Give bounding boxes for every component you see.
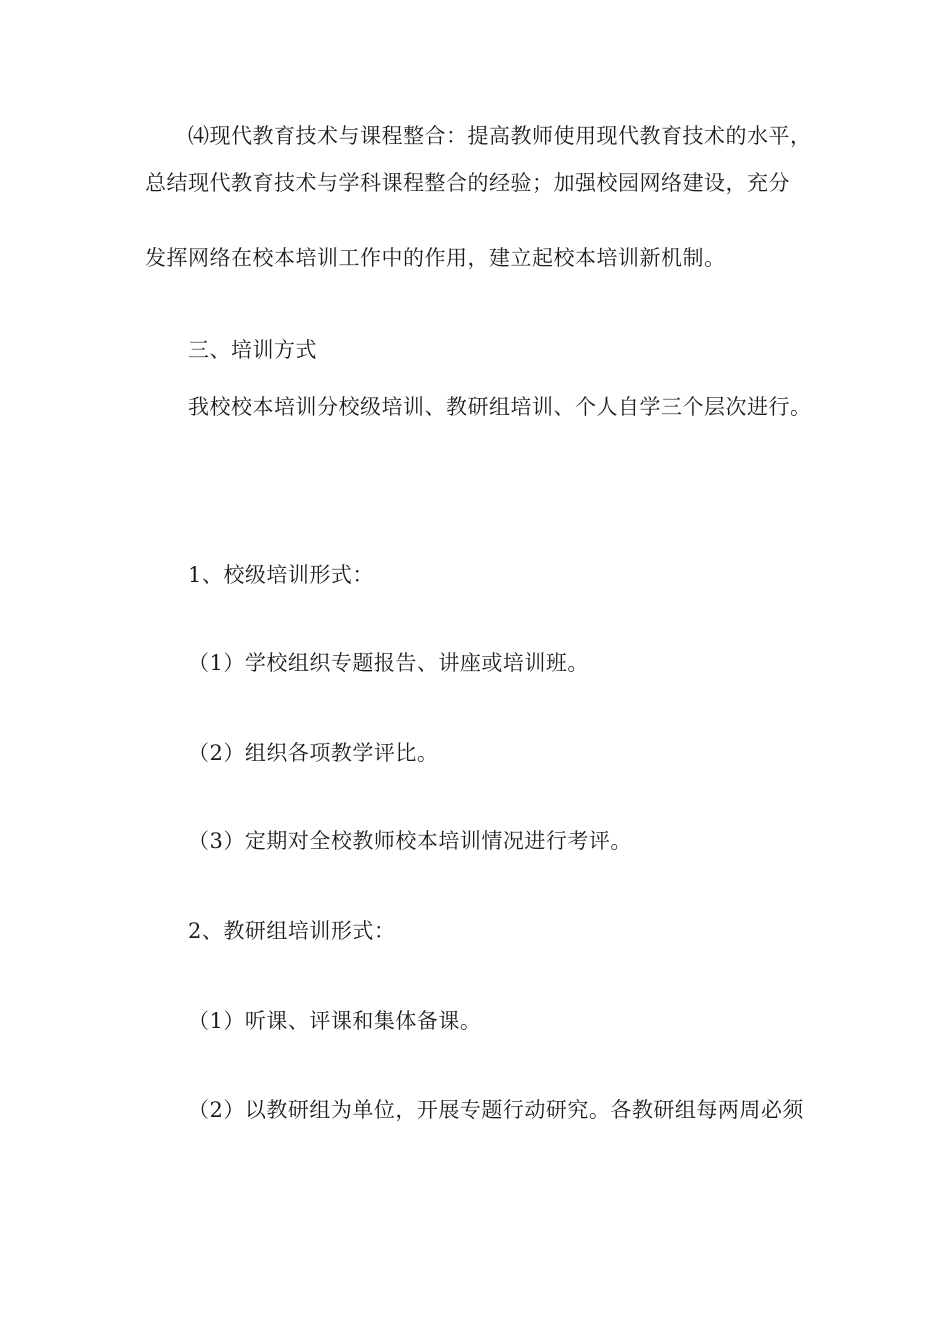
school-level-heading: 1、校级培训形式： bbox=[188, 563, 374, 587]
paragraph-4-line-2: 总结现代教育技术与学科课程整合的经验；加强校园网络建设，充分 bbox=[145, 171, 790, 195]
school-level-item-1: （1）学校组织专题报告、讲座或培训班。 bbox=[188, 651, 589, 675]
section-3-intro: 我校校本培训分校级培训、教研组培训、个人自学三个层次进行。 bbox=[188, 395, 812, 419]
paragraph-4-line-1: ⑷现代教育技术与课程整合：提高教师使用现代教育技术的水平， bbox=[188, 124, 812, 148]
group-level-item-1: （1）听课、评课和集体备课。 bbox=[188, 1009, 482, 1033]
section-3-heading: 三、培训方式 bbox=[188, 338, 317, 362]
group-level-heading: 2、教研组培训形式： bbox=[188, 919, 396, 943]
school-level-item-2: （2）组织各项教学评比。 bbox=[188, 741, 439, 765]
group-level-item-2: （2）以教研组为单位，开展专题行动研究。各教研组每两周必须 bbox=[188, 1098, 804, 1122]
school-level-item-3: （3）定期对全校教师校本培训情况进行考评。 bbox=[188, 829, 632, 853]
paragraph-4-line-3: 发挥网络在校本培训工作中的作用，建立起校本培训新机制。 bbox=[145, 246, 726, 270]
